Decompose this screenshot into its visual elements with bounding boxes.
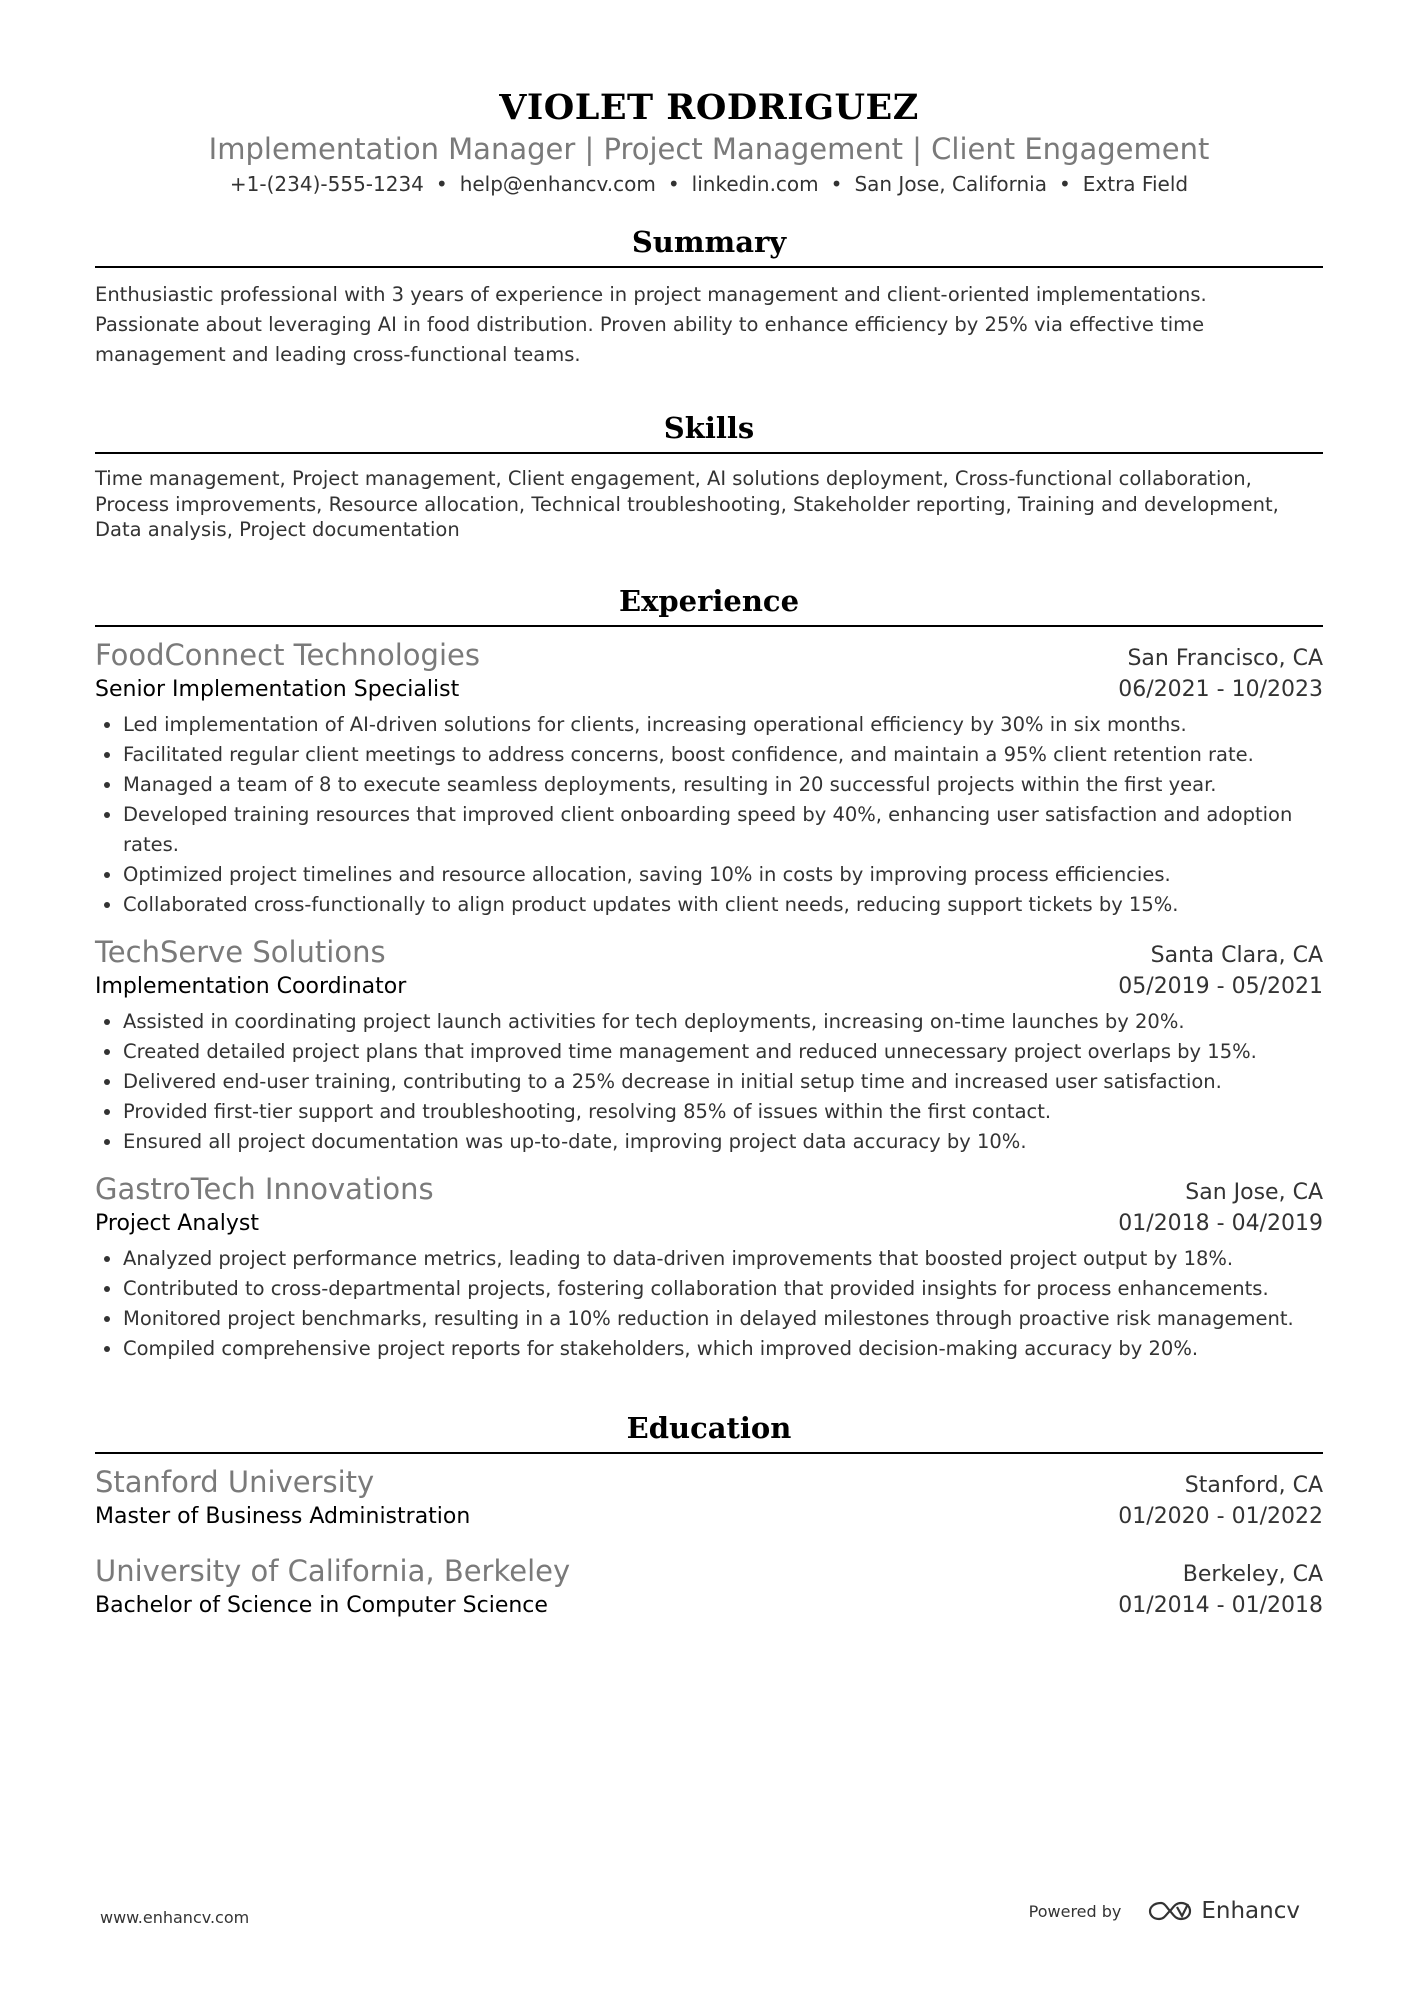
company-name: TechServe Solutions bbox=[95, 934, 386, 969]
company-name: GastroTech Innovations bbox=[95, 1171, 434, 1206]
experience-heading: Experience bbox=[618, 583, 800, 618]
achievement-item: • Optimized project timelines and resource allocation, saving 10% in costs by improving process efficiencies. bbox=[123, 860, 1323, 890]
contact-extra-field: Extra Field bbox=[1082, 172, 1189, 196]
experience-entry bbox=[95, 1171, 1323, 1364]
job-role: Implementation Coordinator bbox=[95, 973, 407, 999]
achievement-list bbox=[95, 1244, 1323, 1364]
resume-page bbox=[95, 0, 1323, 1622]
section-divider bbox=[95, 625, 1323, 627]
contact-location: San Jose, California bbox=[854, 172, 1047, 196]
skills-line: Time management, Project management, Client engagement, AI solutions deployment, Cross-functional collaboration, bbox=[95, 467, 1252, 490]
achievement-item: • Created detailed project plans that improved time management and reduced unnecessary project overlaps by 15%. bbox=[123, 1037, 1323, 1067]
achievement-item: • Contributed to cross-departmental projects, fostering collaboration that provided insights for process enhancements. bbox=[123, 1274, 1323, 1304]
summary-line: Enthusiastic professional with 3 years of experience in project management and client-oriented implementations. bbox=[95, 283, 1207, 306]
achievement-item: • Managed a team of 8 to execute seamless deployments, resulting in 20 successful projects within the first year. bbox=[123, 770, 1323, 800]
powered-by-label: Powered by bbox=[1028, 1901, 1122, 1921]
achievement-item: • Assisted in coordinating project launch activities for tech deployments, increasing on-time launches by 20%. bbox=[123, 1007, 1323, 1037]
skills-text bbox=[95, 466, 1323, 543]
enhancv-logo-icon bbox=[1147, 1899, 1193, 1923]
summary-section bbox=[95, 222, 1323, 370]
contact-email[interactable]: help@enhancv.com bbox=[459, 172, 656, 196]
contact-separator: • bbox=[830, 172, 843, 196]
achievement-item: • Developed training resources that improved client onboarding speed by 40%, enhancing user satisfaction and adoption rates. bbox=[123, 800, 1323, 860]
school-location: Stanford, CA bbox=[1184, 1472, 1323, 1498]
section-divider bbox=[95, 266, 1323, 268]
summary-text bbox=[95, 280, 1323, 370]
resume-header bbox=[95, 0, 1323, 198]
education-dates: 01/2014 - 01/2018 bbox=[1118, 1592, 1323, 1618]
contact-separator: • bbox=[667, 172, 680, 196]
job-dates: 06/2021 - 10/2023 bbox=[1118, 676, 1323, 702]
skills-heading: Skills bbox=[663, 411, 755, 445]
footer-branding bbox=[1029, 1898, 1300, 1924]
contact-phone: +1-(234)-555-1234 bbox=[229, 172, 424, 196]
achievement-item: • Delivered end-user training, contributing to a 25% decrease in initial setup time and increased user satisfaction. bbox=[123, 1067, 1323, 1097]
achievement-item: • Collaborated cross-functionally to align product updates with client needs, reducing support tickets by 15%. bbox=[123, 890, 1323, 920]
achievement-item: • Monitored project benchmarks, resulting in a 10% reduction in delayed milestones through proactive risk management. bbox=[123, 1304, 1323, 1334]
skills-line: Data analysis, Project documentation bbox=[95, 518, 460, 541]
experience-section bbox=[95, 581, 1323, 1364]
achievement-list bbox=[95, 1007, 1323, 1157]
job-location: San Francisco, CA bbox=[1127, 645, 1323, 671]
achievement-item: • Facilitated regular client meetings to address concerns, boost confidence, and maintain a 95% client retention rate. bbox=[123, 740, 1323, 770]
summary-line: management and leading cross-functional teams. bbox=[95, 343, 581, 366]
job-role: Project Analyst bbox=[95, 1210, 259, 1236]
brand-name: Enhancv bbox=[1201, 1898, 1300, 1924]
footer-website[interactable]: www.enhancv.com bbox=[100, 1908, 250, 1927]
candidate-name: VIOLET RODRIGUEZ bbox=[499, 87, 919, 128]
section-divider bbox=[95, 452, 1323, 454]
candidate-title: Implementation Manager | Project Management | Client Engagement bbox=[208, 132, 1210, 166]
brand-link[interactable] bbox=[1147, 1898, 1300, 1924]
contact-separator: • bbox=[1058, 172, 1071, 196]
achievement-item: • Compiled comprehensive project reports for stakeholders, which improved decision-making accuracy by 20%. bbox=[123, 1334, 1323, 1364]
experience-entry bbox=[95, 637, 1323, 920]
school-name: University of California, Berkeley bbox=[95, 1553, 571, 1588]
education-dates: 01/2020 - 01/2022 bbox=[1118, 1503, 1323, 1529]
degree: Master of Business Administration bbox=[95, 1503, 471, 1529]
school-name: Stanford University bbox=[95, 1464, 375, 1499]
school-location: Berkeley, CA bbox=[1182, 1561, 1323, 1587]
achievement-item: • Led implementation of AI-driven solutions for clients, increasing operational efficiency by 30% in six months. bbox=[123, 710, 1323, 740]
degree: Bachelor of Science in Computer Science bbox=[95, 1592, 548, 1618]
education-entry bbox=[95, 1553, 1323, 1622]
job-role: Senior Implementation Specialist bbox=[95, 676, 460, 702]
company-name: FoodConnect Technologies bbox=[95, 637, 480, 672]
education-heading: Education bbox=[626, 1410, 792, 1445]
skills-section bbox=[95, 408, 1323, 543]
achievement-item: • Ensured all project documentation was up-to-date, improving project data accuracy by 10%. bbox=[123, 1127, 1323, 1157]
achievement-list bbox=[95, 710, 1323, 920]
education-entry bbox=[95, 1464, 1323, 1533]
job-location: Santa Clara, CA bbox=[1150, 942, 1323, 968]
contact-linkedin[interactable]: linkedin.com bbox=[691, 172, 819, 196]
job-location: San Jose, CA bbox=[1185, 1179, 1323, 1205]
education-section bbox=[95, 1408, 1323, 1622]
contact-line bbox=[95, 170, 1323, 198]
achievement-item: • Provided first-tier support and troubleshooting, resolving 85% of issues within the first contact. bbox=[123, 1097, 1323, 1127]
job-dates: 01/2018 - 04/2019 bbox=[1118, 1210, 1323, 1236]
summary-line: Passionate about leveraging AI in food distribution. Proven ability to enhance efficiency by 25% via effective time bbox=[95, 313, 1205, 336]
contact-separator: • bbox=[435, 172, 448, 196]
skills-line: Process improvements, Resource allocation, Technical troubleshooting, Stakeholder reporting, Training and development, bbox=[95, 492, 1279, 516]
summary-heading: Summary bbox=[631, 225, 787, 259]
experience-entry bbox=[95, 934, 1323, 1157]
section-divider bbox=[95, 1452, 1323, 1454]
job-dates: 05/2019 - 05/2021 bbox=[1118, 973, 1323, 999]
achievement-item: • Analyzed project performance metrics, leading to data-driven improvements that boosted project output by 18%. bbox=[123, 1244, 1323, 1274]
